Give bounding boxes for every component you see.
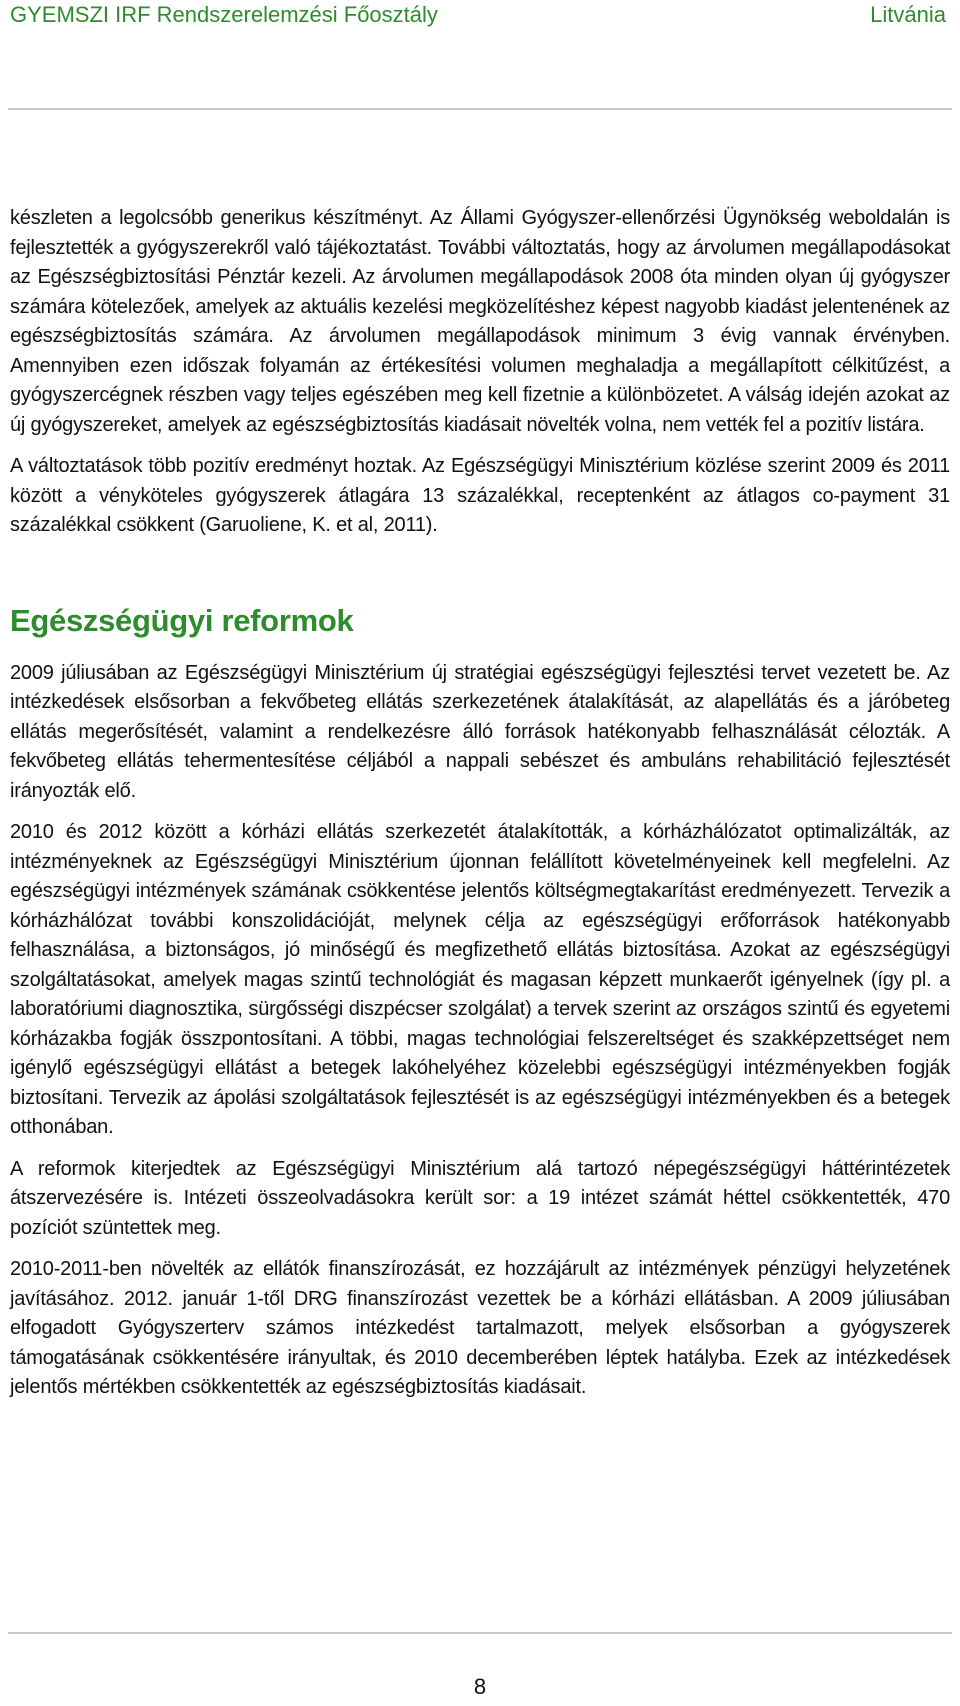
- header-org-name: GYEMSZI IRF Rendszerelemzési Főosztály: [10, 2, 438, 27]
- paragraph: 2009 júliusában az Egészségügyi Minisztérium új stratégiai egészségügyi fejlesztési tervet vezetett be. Az intézkedések elsősorban a fekvőbeteg ellátás szerkezetének átalakítását, az alapellátás és a járóbeteg ellátás megerősítését, valamint a rendelkezésre álló források hatékonyabb felhasználását célozták. A fekvőbeteg ellátás tehermentesítése céljából a nappali sebészet és ambuláns rehabilitáció fejlesztését irányozták elő.: [10, 661, 950, 802]
- footer-divider: [8, 1632, 952, 1634]
- paragraph: A reformok kiterjedtek az Egészségügyi Minisztérium alá tartozó népegészségügyi háttérintézetek átszervezésére is. Intézeti összeolvadásokra került sor: a 19 intézet számát héttel csökkentették, 470 pozíciót szüntettek meg.: [10, 1157, 950, 1239]
- paragraph: készleten a legolcsóbb generikus készítményt. Az Állami Gyógyszer-ellenőrzési Ügynökség weboldalán is fejlesztették a gyógyszerekről való tájékoztatást. További változtatás, hogy az árvolumen megállapodásokat az Egészségbiztosítási Pénztár kezeli. Az árvolumen megállapodások 2008 óta minden olyan új gyógyszer számára kötelezőek, amelyek az aktuális kezelési megközelítéshez képest nagyobb kiadást jelentenének az egészségbiztosítás számára. Az árvolumen megállapodások minimum 3 évig vannak érvényben. Amennyiben ezen időszak folyamán az értékesítési volumen meghaladja a megállapított célkitűzést, a gyógyszercégnek részben vagy teljes egészében meg kell fizetnie a különbözetet. A válság idején azokat az új gyógyszereket, amelyek az egészségbiztosítás kiadásait növelték volna, nem vették fel a pozitív listára.: [10, 207, 950, 436]
- paragraph: A változtatások több pozitív eredményt hoztak. Az Egészségügyi Minisztérium közlése szerint 2009 és 2011 között a vényköteles gyógyszerek átlagára 13 százalékkal, receptenként az átlagos co-payment 31 százalékkal csökkent (Garuoliene, K. et al, 2011).: [10, 455, 950, 536]
- page-header: [0, 0, 960, 34]
- header-country: Litvánia: [870, 2, 946, 27]
- paragraph: 2010-2011-ben növelték az ellátók finanszírozását, ez hozzájárult az intézmények pénzügyi helyzetének javításához. 2012. január 1-től DRG finanszírozást vezettek be a kórházi ellátásban. A 2009 júliusában elfogadott Gyógyszerterv számos intézkedést tartalmazott, melyek elsősorban a gyógyszerek támogatásának csökkentésére irányultak, és 2010 decemberében léptek hatályba. Ezek az intézkedések jelentős mértékben csökkentették az egészségbiztosítás kiadásait.: [10, 1258, 950, 1398]
- header-divider: [8, 108, 952, 110]
- paragraph: 2010 és 2012 között a kórházi ellátás szerkezetét átalakították, a kórházhálózatot optimalizálták, az intézményeknek az Egészségügyi Minisztérium újonnan felállított követelményeinek kell megfelelni. Az egészségügyi intézmények számának csökkentése jelentős költségmegtakarítást eredményezett. Tervezik a kórházhálózat további konszolidációját, melynek célja az egészségügyi erőforrások hatékonyabb felhasználása, a biztonságos, jó minőségű és megfizethető ellátás biztosítása. Azokat az egészségügyi szolgáltatásokat, amelyek magas szintű technológiát és magasan képzett munkaerőt igényelnek (így pl. a laboratóriumi diagnosztika, sürgősségi diszpécser szolgálat) a tervek szerint az országos szintű és egyetemi kórházakba fogják összpontosítani. A többi, magas technológiai felszereltséget és szakképzettséget nem igénylő egészségügyi ellátást a betegek lakóhelyéhez közelebbi egészségügyi intézményekben fogják biztosítani. Tervezik az ápolási szolgáltatások fejlesztését is az egészségügyi intézményekben és a betegek otthonában.: [10, 821, 950, 1138]
- document-body: [10, 204, 950, 1415]
- section-heading: Egészségügyi reformok: [10, 602, 354, 638]
- page-number: 8: [473, 1674, 487, 1699]
